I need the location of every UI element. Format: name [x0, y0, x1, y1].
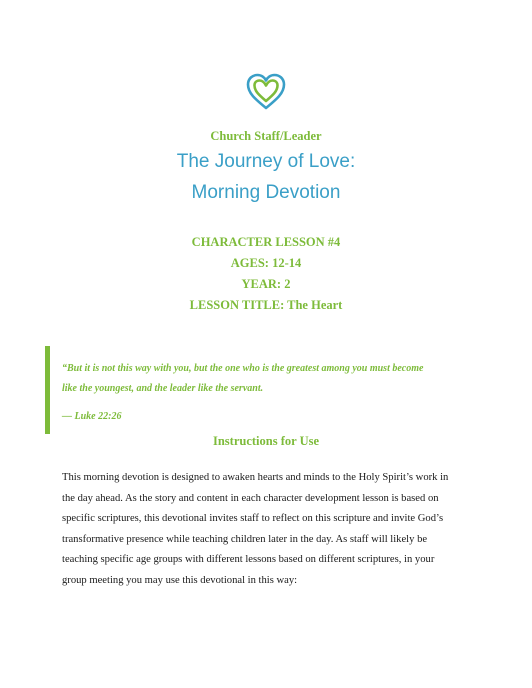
- scripture-citation: — Luke 22:26: [62, 411, 122, 422]
- page-title-line-1: The Journey of Love:: [176, 151, 356, 172]
- instructions-paragraph: [62, 468, 482, 592]
- paragraph-line: transformative presence while teaching children later in the day. As staff will likely be: [62, 533, 428, 545]
- paragraph-line: teaching specific age groups with different lessons based on different scriptures, in your: [62, 554, 435, 566]
- paragraph-line: This morning devotion is designed to awaken hearts and minds to the Holy Spirit’s work in: [62, 472, 449, 483]
- role-subtitle: Church Staff/Leader: [210, 129, 322, 143]
- character-lesson-label: CHARACTER LESSON #4: [191, 235, 341, 249]
- paragraph-line: the day ahead. As the story and content in each character development lesson is based on: [62, 492, 439, 504]
- quote-accent-bar: [45, 346, 50, 434]
- lesson-title-label: LESSON TITLE: The Heart: [189, 298, 343, 312]
- year-label: YEAR: 2: [241, 277, 291, 291]
- paragraph-line: specific scriptures, this devotional invites staff to reflect on this scripture and invite God’s: [62, 513, 444, 525]
- scripture-quote-line: like the youngest, and the leader like the servant.: [62, 383, 264, 394]
- page-title-line-2: Morning Devotion: [191, 182, 341, 203]
- heart-icon: [245, 72, 287, 112]
- scripture-quote: [62, 359, 472, 399]
- ages-label: AGES: 12-14: [230, 256, 302, 270]
- instructions-heading: Instructions for Use: [212, 434, 320, 448]
- scripture-quote-line: “But it is not this way with you, but the one who is the greatest among you must become: [62, 363, 424, 374]
- paragraph-line: group meeting you may use this devotional in this way:: [62, 574, 298, 586]
